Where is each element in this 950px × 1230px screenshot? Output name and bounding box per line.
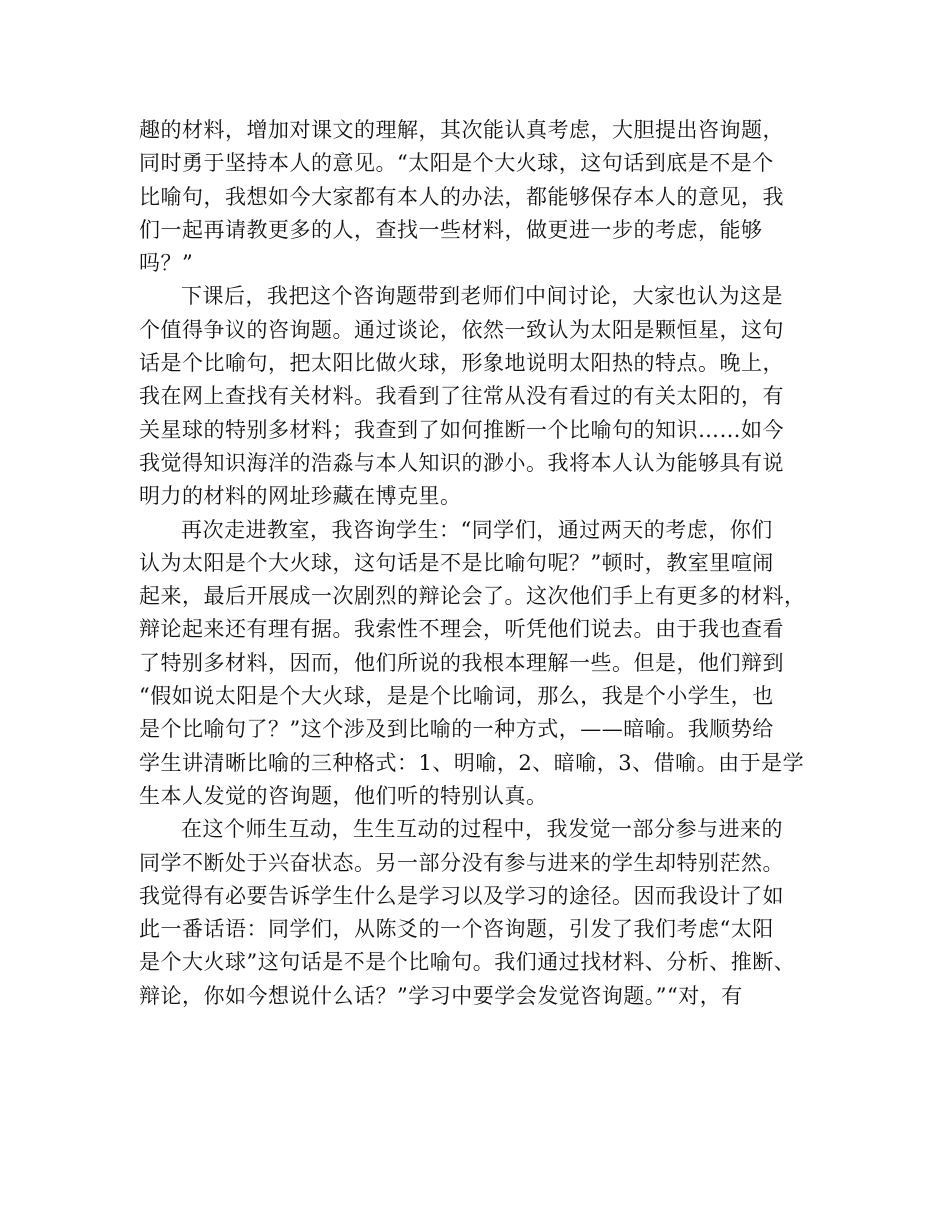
text-line: 们一起再请教更多的人，查找一些材料，做更进一步的考虑，能够 [139, 217, 763, 242]
text-line: “假如说太阳是个大火球，是是个比喻词，那么，我是个小学生，也 [139, 684, 774, 709]
text-line: 关星球的特别多材料；我查到了如何推断一个比喻句的知识……如今 [139, 417, 784, 442]
text-line: 再次走进教室，我咨询学生：“同学们，通过两天的考虑，你们 [181, 517, 773, 542]
text-line: 趣的材料，增加对课文的理解，其次能认真考虑，大胆提出咨询题， [139, 118, 784, 142]
text-line: 辩论，你如今想说什么话？”学习中要学会发觉咨询题。”“对，有 [139, 983, 743, 1008]
text-line: 我觉得有必要告诉学生什么是学习以及学习的途径。因而我设计了如 [139, 883, 784, 908]
text-line: 同时勇于坚持本人的意见。“太阳是个大火球，这句话到底是不是个 [139, 151, 774, 176]
text-line: 了特别多材料，因而，他们所说的我根本理解一些。但是，他们辩到 [139, 650, 784, 675]
text-line: 我在网上查找有关材料。我看到了往常从没有看过的有关太阳的，有 [139, 384, 784, 409]
text-line: 辩论起来还有理有据。我索性不理会，听凭他们说去。由于我也查看 [139, 617, 784, 642]
text-line: 此一番话语：同学们，从陈爻的一个咨询题，引发了我们考虑“太阳 [139, 917, 774, 942]
paragraph-3 [139, 514, 819, 814]
text-line: 话是个比喻句，把太阳比做火球，形象地说明太阳热的特点。晚上， [139, 351, 784, 376]
text-line: 在这个师生互动，生生互动的过程中，我发觉一部分参与进来的 [181, 817, 783, 842]
paragraph-1 [139, 114, 819, 280]
text-line: 个值得争议的咨询题。通过谈论，依然一致认为太阳是颗恒星，这句 [139, 317, 784, 342]
paragraph-2 [139, 280, 819, 513]
text-line: 我觉得知识海洋的浩淼与本人知识的渺小。我将本人认为能够具有说 [139, 450, 784, 475]
text-line: 下课后，我把这个咨询题带到老师们中间讨论，大家也认为这是 [181, 284, 783, 309]
text-line: 生本人发觉的咨询题，他们听的特别认真。 [139, 783, 548, 808]
text-line: 是个大火球”这句话是不是个比喻句。我们通过找材料、分析、推断、 [139, 950, 796, 975]
text-line: 明力的材料的网址珍藏在博克里。 [139, 484, 462, 509]
text-line: 认为太阳是个大火球，这句话是不是比喻句呢？”顿时，教室里喧闹 [139, 550, 774, 575]
text-line: 是个比喻句了？”这个涉及到比喻的一种方式，——暗喻。我顺势给 [139, 717, 774, 742]
text-line: 吗？” [139, 251, 194, 276]
text-line: 同学不断处于兴奋状态。另一部分没有参与进来的学生却特别茫然。 [139, 850, 784, 875]
body-text [139, 114, 819, 1013]
paragraph-4 [139, 813, 819, 1013]
text-line: 学生讲清晰比喻的三种格式：1、明喻，2、暗喻，3、借喻。由于是学 [139, 750, 805, 775]
text-line: 起来，最后开展成一次剧烈的辩论会了。这次他们手上有更多的材料， [139, 584, 806, 609]
text-line: 比喻句，我想如今大家都有本人的办法，都能够保存本人的意见，我 [139, 184, 784, 209]
